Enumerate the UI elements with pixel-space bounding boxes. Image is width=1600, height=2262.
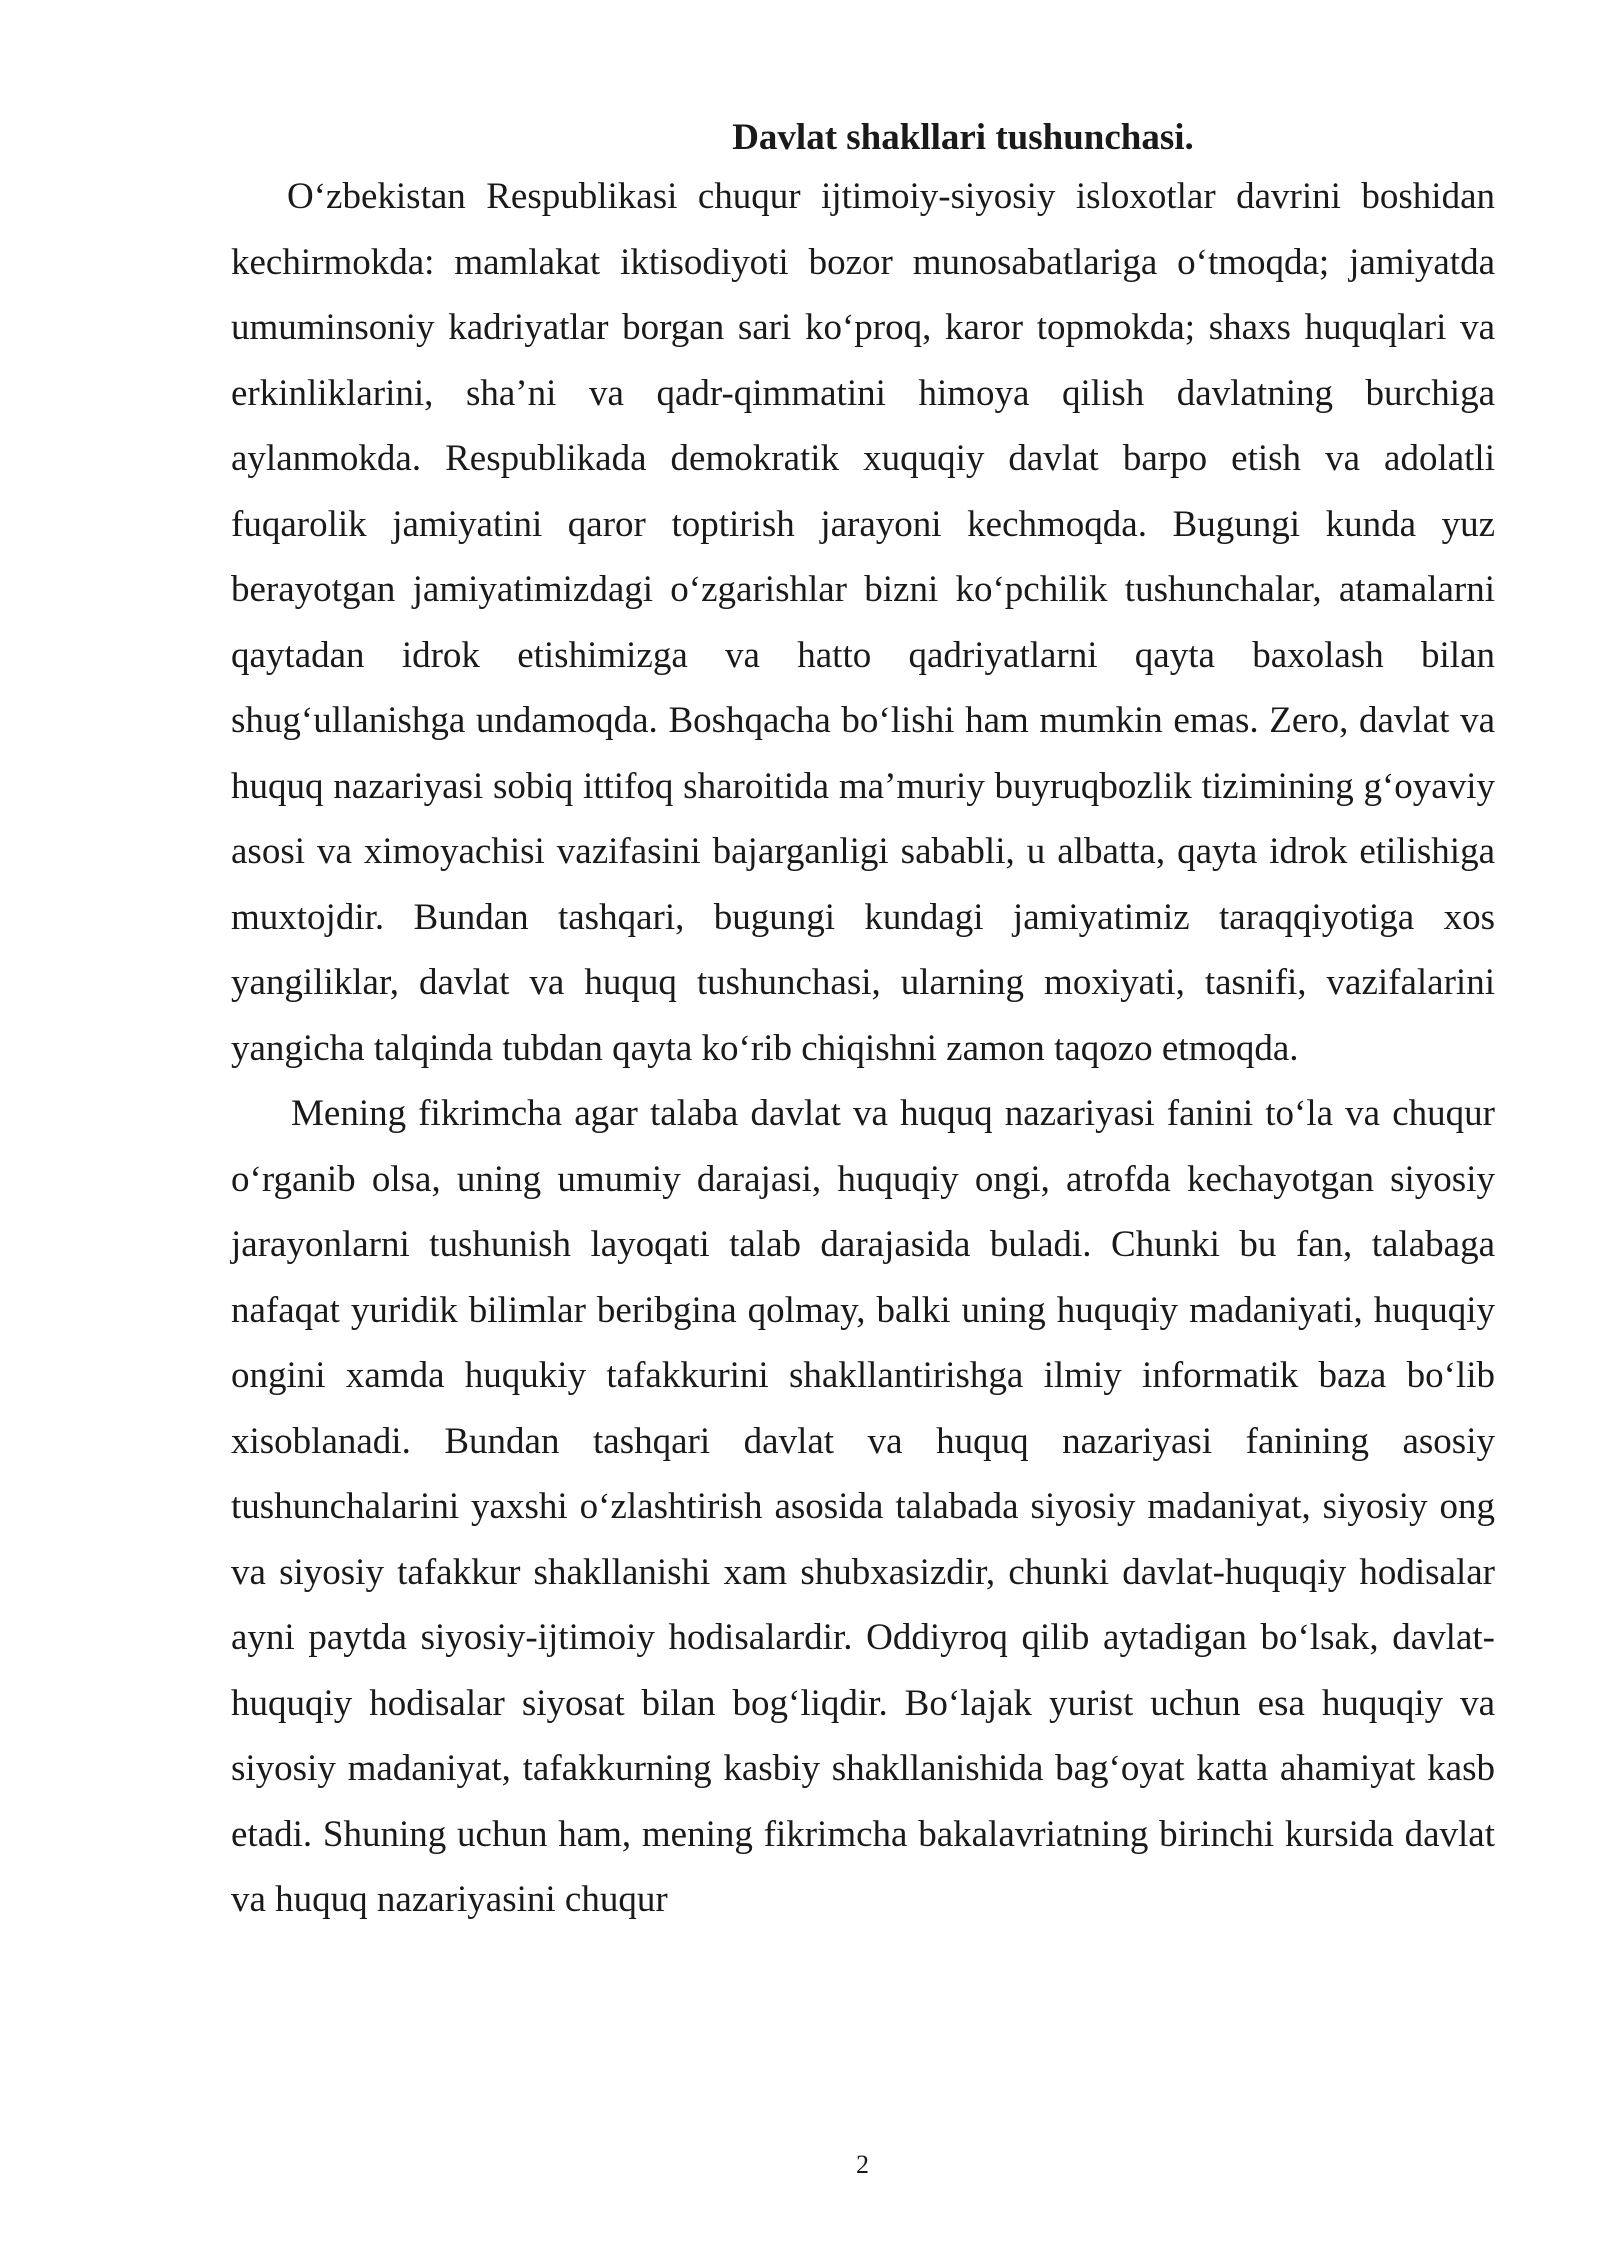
document-title: Davlat shakllari tushunchasi. bbox=[732, 117, 1194, 158]
document-body bbox=[231, 112, 1495, 1933]
paragraph-2: Mening fikrimcha agar talaba davlat va huquq nazariyasi fanini to‘la va chuqur o‘rganib olsa, uning umumiy darajasi, huquqiy ongi, atrofda kechayotgan siyosiy jarayonlarni tushunish layoqati talab darajasida buladi. Chunki bu fan, talabaga nafaqat yuridik bilimlar beribgina qolmay, balki uning huquqiy madaniyati, huquqiy ongini xamda huqukiy tafakkurini shakllantirishga ilmiy informatik baza bo‘lib xisoblanadi. Bundan tashqari davlat va huquq nazariyasi fanining asosiy tushunchalarini yaxshi o‘zlashtirish asosida talabada siyosiy madaniyat, siyosiy ong va siyosiy tafakkur shakllanishi xam shubxasizdir, chunki davlat-huquqiy hodisalar ayni paytda siyosiy-ijtimoiy hodisalardir. Oddiyroq qilib aytadigan bo‘lsak, davlat-huquqiy hodisalar siyosat bilan bog‘liqdir. Bo‘lajak yurist uchun esa huquqiy va siyosiy madaniyat, tafakkurning kasbiy shakllanishida bag‘oyat katta ahamiyat kasb etadi. Shuning uchun ham, mening fikrimcha bakalavriatning birinchi kursida davlat va huquq nazariyasini chuqur bbox=[231, 1093, 1495, 1920]
page-number: 2 bbox=[856, 2150, 869, 2179]
paragraph-1: O‘zbekistan Respublikasi chuqur ijtimoiy-siyosiy isloxotlar davrini boshidan kechirmokda: mamlakat iktisodiyoti bozor munosabatlariga o‘tmoqda; jamiyatda umuminsoniy kadriyatlar borgan sari ko‘proq, karor topmokda; shaxs huquqlari va erkinliklarini, sha’ni va qadr-qimmatini himoya qilish davlatning burchiga aylanmokda. Respublikada demokratik xuquqiy davlat barpo etish va adolatli fuqarolik jamiyatini qaror toptirish jarayoni kechmoqda. Bugungi kunda yuz berayotgan jamiyatimizdagi o‘zgarishlar bizni ko‘pchilik tushunchalar, atamalarni qaytadan idrok etishimizga va hatto qadriyatlarni qayta baxolash bilan shug‘ullanishga undamoqda. Boshqacha bo‘lishi ham mumkin emas. Zero, davlat va huquq nazariyasi sobiq ittifoq sharoitida ma’muriy buyruqbozlik tizimining g‘oyaviy asosi va ximoyachisi vazifasini bajarganligi sababli, u albatta, qayta idrok etilishiga muxtojdir. Bundan tashqari, bugungi kundagi jamiyatimiz taraqqiyotiga xos yangiliklar, davlat va huquq tushunchasi, ularning moxiyati, tasnifi, vazifalarini yangicha talqinda tubdan qayta ko‘rib chiqishni zamon taqozo etmoqda. bbox=[231, 176, 1495, 1069]
